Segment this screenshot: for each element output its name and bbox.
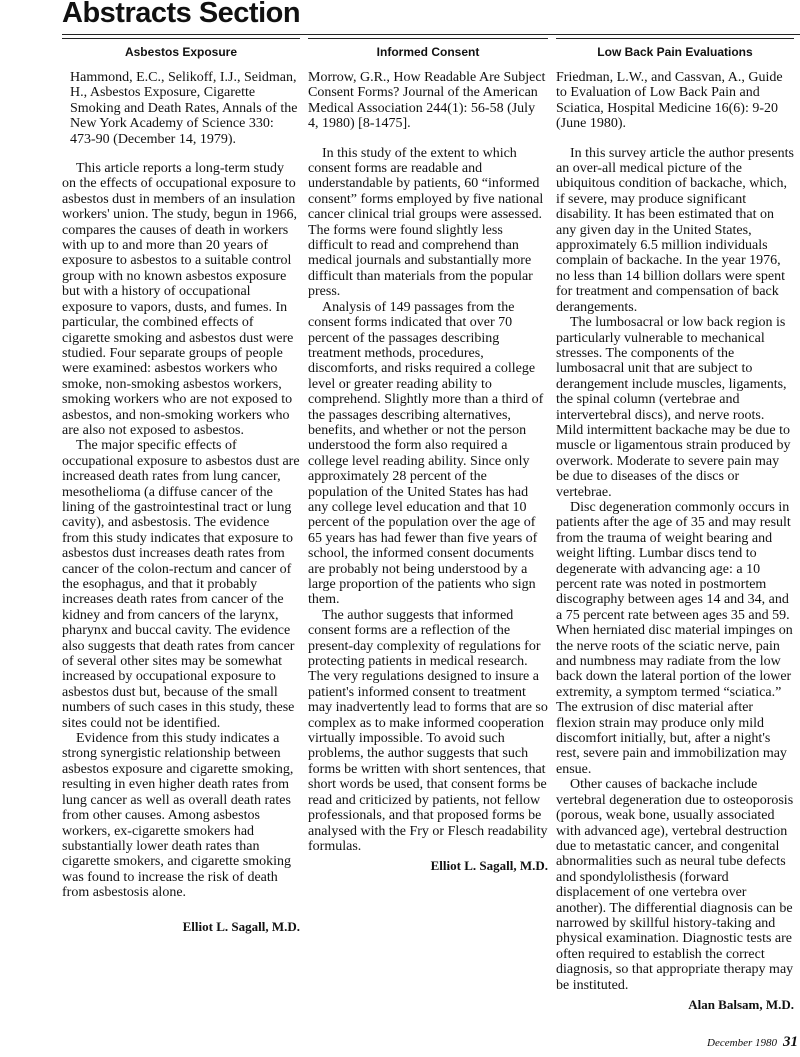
abstract-citation: Friedman, L.W., and Cassvan, A., Guide to Evaluation of Low Back Pain and Sciatica, Hospital Medicine 16(6): 9-20 (June 1980). — [556, 70, 783, 132]
abstract-paragraph: Evidence from this study indicates a strong synergistic relationship between asbestos exposure and cigarette smoking, resulting in even higher death rates from lung cancer as well as overall death rates from other causes. Among asbestos workers, ex-cigarette smokers had substantially lower death rates than cigarette smokers, and cigarette smoking was found to increase the risk of death from asbestosis alone. — [62, 731, 294, 901]
abstract-paragraph: The author suggests that informed consent forms are a reflection of the present-day complexity of regulations for protecting patients in medical research. The very regulations designed to insure a patient's informed consent to treatment may inadvertently lead to forms that are so complex as to make informed cooperation virtually impossible. To avoid such problems, the author suggests that such forms be written with short sentences, that short words be used, that consent forms be read and criticized by patients, not fellow professionals, and that proposed forms be analysed with the Fry or Flesch readability formulas. — [308, 607, 548, 854]
column-divider — [308, 38, 548, 39]
section-title: Abstracts Section — [62, 0, 301, 29]
abstract-paragraph: The major specific effects of occupational exposure to asbestos dust are increased death rates from lung cancer, mesothelioma (a diffuse cancer of the lining of the gastrointestinal tract or lung cavity), and asbestosis. The evidence from this study indicates that exposure to asbestos dust increases death rates from cancer of the colon-rectum and cancer of the esophagus, and that it probably increases death rates from cancer of the kidney and from cancers of the larynx, pharynx and buccal cavity. The evidence also suggests that death rates from cancer of several other sites may be somewhat increased by occupational exposure to asbestos dust but, because of the small numbers of such cases in this study, these sites could not be identified. — [62, 438, 300, 731]
title-divider — [62, 34, 800, 35]
page-footer — [707, 1034, 798, 1051]
abstract-paragraph: Other causes of backache include vertebral degeneration due to osteoporosis (porous, weak bone, usually associated with advanced age), vertebral destruction due to metastatic cancer, and congenital abnormalities such as neural tube defects and spondylolisthesis (forward displacement of one vertebra over another). The differential diagnosis can be narrowed by skillful history-taking and physical examination. Diagnostic tests are often required to establish the correct diagnosis, so that appropriate therapy may be instituted. — [556, 777, 794, 993]
abstract-column-informed-consent — [308, 38, 548, 874]
column-divider — [62, 38, 300, 39]
abstract-column-asbestos — [62, 38, 300, 935]
abstract-title: Low Back Pain Evaluations — [597, 45, 753, 59]
abstract-paragraph: Disc degeneration commonly occurs in patients after the age of 35 and may result from the trauma of weight bearing and weight lifting. Lumbar discs tend to degenerate with advancing age: a 10 percent rate was noted in postmortem discography between ages 14 and 34, and a 75 percent rate between ages 35 and 59. When herniated disc material impinges on the nerve roots of the sciatic nerve, pain and numbness may radiate from the low back down the lateral portion of the lower extremity, a symptom termed “sciatica.” The extrusion of disc material after flexion strain may produce only mild discomfort initially, but, after a night's rest, severe pain and immobilization may ensue. — [556, 499, 793, 777]
column-divider — [556, 38, 794, 39]
abstract-signature: Elliot L. Sagall, M.D. — [430, 858, 548, 874]
issue-date: December 1980 — [707, 1037, 777, 1049]
abstract-title: Informed Consent — [376, 45, 480, 59]
page-number: 31 — [783, 1034, 798, 1050]
abstract-signature: Elliot L. Sagall, M.D. — [182, 918, 300, 934]
abstract-paragraph: In this survey article the author presents an over-all medical picture of the ubiquitous condition of backache, which, if severe, may produce significant disability. It has been estimated that on any given day in the United States, approximately 6.5 million individuals complain of backache. In the year 1976, no less than 14 billion dollars were spent for treatment and compensation of back derangements. — [556, 145, 794, 315]
abstract-paragraph: The lumbosacral or low back region is particularly vulnerable to mechanical stresses. The components of the lumbosacral unit that are subject to derangement include muscles, ligaments, the spinal column (vertebrae and intervertebral discs), and nerve roots. Mild intermittent backache may be due to muscle or ligamentous strain produced by overwork. Moderate to severe pain may be due to diseases of the discs or vertebrae. — [556, 315, 791, 500]
abstract-paragraph: This article reports a long-term study on the effects of occupational exposure to asbestos dust in members of an insulation workers' union. The study, begun in 1966, compares the causes of death in workers with up to and more than 20 years of exposure to asbestos to a suitable control group with no known asbestos exposure but with a history of occupational exposure to vapors, dusts, and fumes. In particular, the combined effects of cigarette smoking and asbestos dust were studied. Four separate groups of people were examined: asbestos workers who smoke, non-smoking asbestos workers, smoking workers who are not exposed to asbestos, and non-smoking workers who are also not exposed to asbestos. — [62, 161, 298, 438]
abstract-paragraph: Analysis of 149 passages from the consent forms indicated that over 70 percent of the passages describing treatment methods, procedures, discomforts, and risks required a college level or greater reading ability to comprehend. Slightly more than a third of the passages describing alternatives, benefits, and whether or not the person understood the form also required a college level reading ability. Since only approximately 28 percent of the population of the United States has had any college level education and that 10 percent of the population over the age of 65 years has had fewer than five years of school, the informed consent documents are probably not being understood by a large proportion of the patients who sign them. — [308, 299, 544, 608]
abstract-title: Asbestos Exposure — [124, 45, 238, 59]
abstract-signature: Alan Balsam, M.D. — [688, 996, 794, 1012]
abstract-citation: Hammond, E.C., Selikoff, I.J., Seidman, H., Asbestos Exposure, Cigarette Smoking and Death Rates, Annals of the New York Academy of Science 330: 473-90 (December 14, 1979). — [70, 70, 298, 147]
abstract-paragraph: In this study of the extent to which consent forms are readable and understandable by patients, 60 “informed consent” forms employed by five national cancer clinical trial groups were assessed. The forms were found slightly less difficult to read and comprehend than medical journals and substantially more difficult than materials from the popular press. — [308, 145, 544, 300]
abstract-column-low-back-pain — [556, 38, 794, 1013]
abstract-citation: Morrow, G.R., How Readable Are Subject Consent Forms? Journal of the American Medical Association 244(1): 56-58 (July 4, 1980) [8-1475]. — [308, 70, 546, 132]
